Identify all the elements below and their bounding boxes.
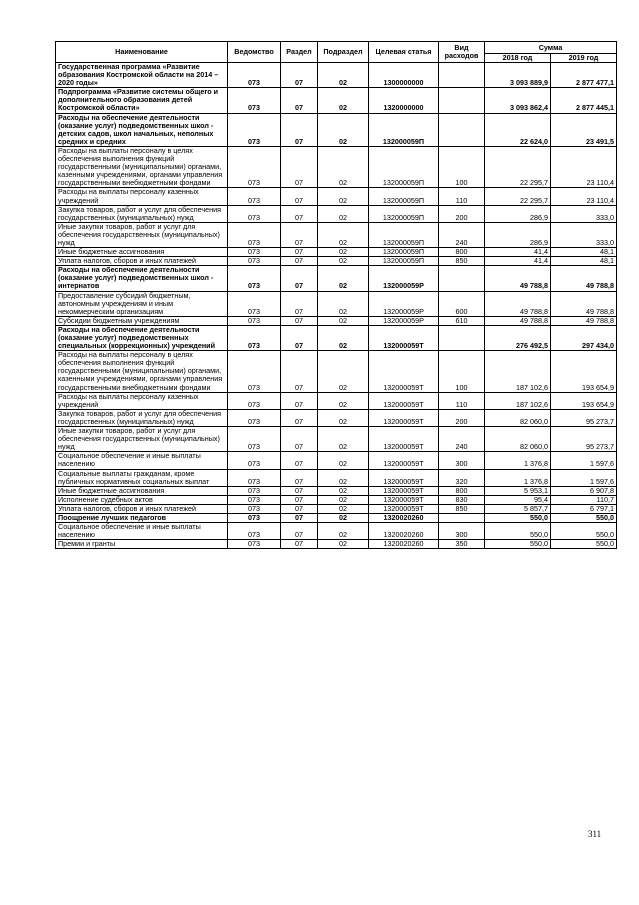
cell-subsection: 02 — [318, 188, 369, 205]
cell-name: Иные бюджетные ассигнования — [56, 248, 228, 257]
cell-2018: 5 953,1 — [485, 486, 551, 495]
page-number: 311 — [588, 829, 602, 839]
cell-subsection: 02 — [318, 540, 369, 549]
table-row — [56, 113, 617, 146]
cell-2019: 23 110,4 — [551, 188, 617, 205]
cell-target: 132000059Т — [369, 351, 439, 392]
table-row — [56, 205, 617, 222]
cell-dept: 073 — [228, 351, 281, 392]
table-row — [56, 63, 617, 88]
cell-subsection: 02 — [318, 291, 369, 316]
cell-subsection: 02 — [318, 392, 369, 409]
cell-2018: 41,4 — [485, 248, 551, 257]
cell-target: 132000059Т — [369, 504, 439, 513]
cell-target: 1300000000 — [369, 63, 439, 88]
header-2018: 2018 год — [485, 54, 551, 63]
cell-target: 1320020260 — [369, 523, 439, 540]
cell-2019: 23 110,4 — [551, 146, 617, 187]
table-row — [56, 392, 617, 409]
cell-dept: 073 — [228, 88, 281, 113]
cell-dept: 073 — [228, 248, 281, 257]
cell-name: Субсидии бюджетным учреждениям — [56, 316, 228, 325]
table-row — [56, 409, 617, 426]
header-sum: Сумма — [485, 42, 617, 54]
table-row — [56, 146, 617, 187]
cell-type: 100 — [439, 146, 485, 187]
cell-type: 850 — [439, 257, 485, 266]
cell-section: 07 — [281, 392, 318, 409]
cell-2018: 49 788,8 — [485, 266, 551, 291]
cell-name: Расходы на выплаты персоналу казенных учреждений — [56, 188, 228, 205]
cell-type: 240 — [439, 427, 485, 452]
cell-2018: 95,4 — [485, 495, 551, 504]
cell-dept: 073 — [228, 523, 281, 540]
cell-target: 132000059Т — [369, 469, 439, 486]
table-row — [56, 523, 617, 540]
cell-name: Уплата налогов, сборов и иных платежей — [56, 504, 228, 513]
cell-section: 07 — [281, 291, 318, 316]
header-section: Раздел — [281, 42, 318, 63]
cell-subsection: 02 — [318, 248, 369, 257]
cell-2018: 1 376,8 — [485, 469, 551, 486]
cell-subsection: 02 — [318, 63, 369, 88]
table-row — [56, 316, 617, 325]
cell-target: 132000059Т — [369, 427, 439, 452]
cell-name: Государственная программа «Развитие образования Костромской области на 2014 – 2020 годы» — [56, 63, 228, 88]
cell-section: 07 — [281, 146, 318, 187]
cell-subsection: 02 — [318, 452, 369, 469]
cell-type: 850 — [439, 504, 485, 513]
header-dept: Ведомство — [228, 42, 281, 63]
header-name: Наименование — [56, 42, 228, 63]
cell-section: 07 — [281, 205, 318, 222]
cell-name: Расходы на обеспечение деятельности (оказание услуг) подведомственных специальных (коррекционных) учреждений — [56, 325, 228, 350]
table-row — [56, 325, 617, 350]
cell-name: Расходы на выплаты персоналу казенных учреждений — [56, 392, 228, 409]
cell-target: 132000059П — [369, 205, 439, 222]
cell-target: 1320020260 — [369, 513, 439, 522]
cell-subsection: 02 — [318, 266, 369, 291]
cell-2019: 333,0 — [551, 222, 617, 247]
cell-type — [439, 63, 485, 88]
cell-section: 07 — [281, 88, 318, 113]
cell-type: 200 — [439, 205, 485, 222]
cell-2019: 193 654,9 — [551, 392, 617, 409]
cell-dept: 073 — [228, 469, 281, 486]
cell-name: Закупка товаров, работ и услуг для обеспечения государственных (муниципальных) нужд — [56, 409, 228, 426]
table-row — [56, 188, 617, 205]
cell-section: 07 — [281, 325, 318, 350]
cell-2019: 333,0 — [551, 205, 617, 222]
cell-section: 07 — [281, 523, 318, 540]
table-row — [56, 88, 617, 113]
cell-type: 300 — [439, 523, 485, 540]
cell-dept: 073 — [228, 188, 281, 205]
cell-subsection: 02 — [318, 486, 369, 495]
cell-2019: 193 654,9 — [551, 351, 617, 392]
cell-2018: 22 624,0 — [485, 113, 551, 146]
cell-subsection: 02 — [318, 205, 369, 222]
cell-section: 07 — [281, 257, 318, 266]
cell-dept: 073 — [228, 504, 281, 513]
cell-type: 830 — [439, 495, 485, 504]
cell-name: Социальное обеспечение и иные выплаты населению — [56, 523, 228, 540]
cell-type: 610 — [439, 316, 485, 325]
cell-name: Расходы на обеспечение деятельности (оказание услуг) подведомственных школ - интернатов — [56, 266, 228, 291]
header-2019: 2019 год — [551, 54, 617, 63]
cell-section: 07 — [281, 504, 318, 513]
cell-subsection: 02 — [318, 513, 369, 522]
cell-subsection: 02 — [318, 351, 369, 392]
cell-dept: 073 — [228, 266, 281, 291]
cell-name: Поощрение лучших педагогов — [56, 513, 228, 522]
cell-section: 07 — [281, 351, 318, 392]
cell-section: 07 — [281, 113, 318, 146]
cell-2019: 95 273,7 — [551, 409, 617, 426]
cell-2019: 6 797,1 — [551, 504, 617, 513]
cell-subsection: 02 — [318, 469, 369, 486]
cell-target: 132000059Т — [369, 409, 439, 426]
cell-subsection: 02 — [318, 504, 369, 513]
cell-section: 07 — [281, 540, 318, 549]
cell-target: 132000059Т — [369, 325, 439, 350]
cell-section: 07 — [281, 486, 318, 495]
cell-dept: 073 — [228, 113, 281, 146]
cell-2019: 297 434,0 — [551, 325, 617, 350]
cell-type — [439, 266, 485, 291]
cell-dept: 073 — [228, 452, 281, 469]
cell-type: 200 — [439, 409, 485, 426]
cell-2018: 1 376,8 — [485, 452, 551, 469]
cell-type: 110 — [439, 188, 485, 205]
cell-2018: 82 060,0 — [485, 409, 551, 426]
table-row — [56, 266, 617, 291]
cell-subsection: 02 — [318, 146, 369, 187]
cell-subsection: 02 — [318, 427, 369, 452]
cell-subsection: 02 — [318, 409, 369, 426]
cell-type: 240 — [439, 222, 485, 247]
cell-2018: 286,9 — [485, 222, 551, 247]
cell-subsection: 02 — [318, 257, 369, 266]
cell-dept: 073 — [228, 513, 281, 522]
cell-name: Иные закупки товаров, работ и услуг для обеспечения государственных (муниципальных) нужд — [56, 427, 228, 452]
cell-2018: 286,9 — [485, 205, 551, 222]
budget-table — [55, 41, 617, 549]
cell-2018: 82 060,0 — [485, 427, 551, 452]
cell-section: 07 — [281, 495, 318, 504]
cell-name: Расходы на выплаты персоналу в целях обеспечения выполнения функций государственными (муниципальными) органами, казенными учреждениями, органами управления государственными внебюджетными фондами — [56, 146, 228, 187]
cell-subsection: 02 — [318, 495, 369, 504]
cell-dept: 073 — [228, 257, 281, 266]
cell-target: 1320020260 — [369, 540, 439, 549]
table-body — [56, 63, 617, 549]
cell-section: 07 — [281, 316, 318, 325]
cell-2018: 3 093 862,4 — [485, 88, 551, 113]
table-row — [56, 291, 617, 316]
cell-section: 07 — [281, 248, 318, 257]
cell-2019: 49 788,8 — [551, 316, 617, 325]
cell-dept: 073 — [228, 409, 281, 426]
header-target: Целевая статья — [369, 42, 439, 63]
cell-2019: 110,7 — [551, 495, 617, 504]
cell-subsection: 02 — [318, 316, 369, 325]
cell-target: 132000059П — [369, 146, 439, 187]
cell-dept: 073 — [228, 392, 281, 409]
cell-dept: 073 — [228, 316, 281, 325]
cell-2019: 23 491,5 — [551, 113, 617, 146]
cell-subsection: 02 — [318, 222, 369, 247]
table-row — [56, 504, 617, 513]
cell-target: 132000059Т — [369, 486, 439, 495]
cell-2019: 6 907,8 — [551, 486, 617, 495]
cell-name: Исполнение судебных актов — [56, 495, 228, 504]
cell-dept: 073 — [228, 146, 281, 187]
header-subsection: Подраздел — [318, 42, 369, 63]
cell-target: 132000059Р — [369, 266, 439, 291]
cell-type: 110 — [439, 392, 485, 409]
cell-name: Закупка товаров, работ и услуг для обеспечения государственных (муниципальных) нужд — [56, 205, 228, 222]
cell-dept: 073 — [228, 325, 281, 350]
cell-type: 800 — [439, 486, 485, 495]
cell-2019: 550,0 — [551, 523, 617, 540]
cell-2018: 3 093 889,9 — [485, 63, 551, 88]
cell-type: 350 — [439, 540, 485, 549]
cell-2019: 49 788,8 — [551, 291, 617, 316]
cell-2019: 1 597,6 — [551, 469, 617, 486]
cell-2019: 550,0 — [551, 513, 617, 522]
cell-dept: 073 — [228, 427, 281, 452]
cell-dept: 073 — [228, 205, 281, 222]
cell-section: 07 — [281, 266, 318, 291]
cell-type: 100 — [439, 351, 485, 392]
cell-target: 132000059Т — [369, 452, 439, 469]
cell-2019: 95 273,7 — [551, 427, 617, 452]
cell-section: 07 — [281, 409, 318, 426]
cell-type: 800 — [439, 248, 485, 257]
cell-2019: 550,0 — [551, 540, 617, 549]
cell-2018: 41,4 — [485, 257, 551, 266]
table-row — [56, 495, 617, 504]
cell-dept: 073 — [228, 540, 281, 549]
cell-name: Социальные выплаты гражданам, кроме публичных нормативных социальных выплат — [56, 469, 228, 486]
cell-type: 300 — [439, 452, 485, 469]
header-type: Вид расходов — [439, 42, 485, 63]
cell-type: 600 — [439, 291, 485, 316]
cell-2018: 49 788,8 — [485, 316, 551, 325]
cell-target: 1320000000 — [369, 88, 439, 113]
table-row — [56, 351, 617, 392]
cell-2019: 49 788,8 — [551, 266, 617, 291]
cell-section: 07 — [281, 469, 318, 486]
table-row — [56, 452, 617, 469]
cell-2019: 1 597,6 — [551, 452, 617, 469]
cell-2018: 49 788,8 — [485, 291, 551, 316]
cell-target: 132000059Т — [369, 495, 439, 504]
cell-2018: 187 102,6 — [485, 392, 551, 409]
cell-target: 132000059П — [369, 188, 439, 205]
cell-section: 07 — [281, 222, 318, 247]
cell-dept: 073 — [228, 222, 281, 247]
cell-dept: 073 — [228, 291, 281, 316]
cell-section: 07 — [281, 188, 318, 205]
table-row — [56, 427, 617, 452]
cell-target: 132000059П — [369, 113, 439, 146]
cell-name: Иные закупки товаров, работ и услуг для обеспечения государственных (муниципальных) нужд — [56, 222, 228, 247]
cell-name: Подпрограмма «Развитие системы общего и дополнительного образования детей Костромской области» — [56, 88, 228, 113]
cell-2019: 2 877 445,1 — [551, 88, 617, 113]
cell-target: 132000059Р — [369, 291, 439, 316]
cell-2019: 48,1 — [551, 257, 617, 266]
cell-target: 132000059Р — [369, 316, 439, 325]
cell-name: Уплата налогов, сборов и иных платежей — [56, 257, 228, 266]
cell-target: 132000059П — [369, 257, 439, 266]
cell-type — [439, 513, 485, 522]
cell-section: 07 — [281, 63, 318, 88]
table-row — [56, 540, 617, 549]
cell-name: Социальное обеспечение и иные выплаты населению — [56, 452, 228, 469]
cell-subsection: 02 — [318, 523, 369, 540]
cell-subsection: 02 — [318, 113, 369, 146]
cell-target: 132000059П — [369, 222, 439, 247]
cell-dept: 073 — [228, 63, 281, 88]
cell-section: 07 — [281, 452, 318, 469]
table-row — [56, 222, 617, 247]
table-row — [56, 469, 617, 486]
cell-type: 320 — [439, 469, 485, 486]
cell-dept: 073 — [228, 486, 281, 495]
cell-2018: 276 492,5 — [485, 325, 551, 350]
cell-2018: 187 102,6 — [485, 351, 551, 392]
cell-2018: 5 857,7 — [485, 504, 551, 513]
table-row — [56, 248, 617, 257]
cell-name: Расходы на обеспечение деятельности (оказание услуг) подведомственных школ - детских садов, школ начальных, неполных средних и средних — [56, 113, 228, 146]
cell-target: 132000059Т — [369, 392, 439, 409]
cell-name: Иные бюджетные ассигнования — [56, 486, 228, 495]
cell-2018: 550,0 — [485, 523, 551, 540]
cell-dept: 073 — [228, 495, 281, 504]
cell-2018: 22 295,7 — [485, 146, 551, 187]
cell-2018: 22 295,7 — [485, 188, 551, 205]
table-row — [56, 257, 617, 266]
cell-target: 132000059П — [369, 248, 439, 257]
cell-2018: 550,0 — [485, 513, 551, 522]
cell-subsection: 02 — [318, 88, 369, 113]
cell-2019: 2 877 477,1 — [551, 63, 617, 88]
cell-type — [439, 325, 485, 350]
cell-name: Расходы на выплаты персоналу в целях обеспечения выполнения функций государственными (муниципальными) органами, казенными учреждениями, органами управления государственными внебюджетными фондами — [56, 351, 228, 392]
cell-name: Предоставление субсидий бюджетным, автономным учреждениям и иным некоммерческим организациям — [56, 291, 228, 316]
cell-section: 07 — [281, 513, 318, 522]
table-row — [56, 486, 617, 495]
cell-type — [439, 88, 485, 113]
cell-type — [439, 113, 485, 146]
cell-section: 07 — [281, 427, 318, 452]
cell-name: Премии и гранты — [56, 540, 228, 549]
cell-2018: 550,0 — [485, 540, 551, 549]
cell-subsection: 02 — [318, 325, 369, 350]
table-row — [56, 513, 617, 522]
cell-2019: 48,1 — [551, 248, 617, 257]
